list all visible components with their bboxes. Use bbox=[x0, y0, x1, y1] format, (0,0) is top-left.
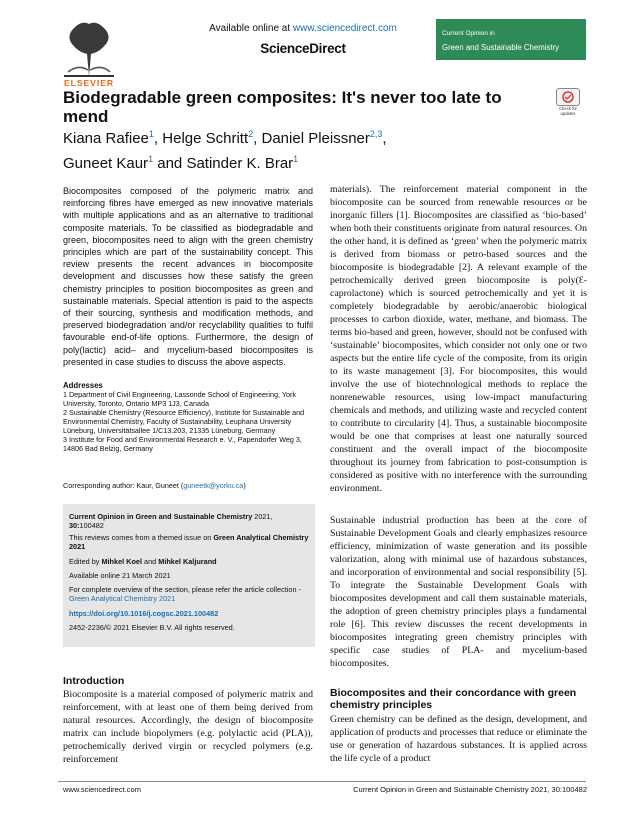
abstract: Biocomposites composed of the polymeric matrix and reinforcing fibres have emerged as new innovative materials with multiple applications and as an alternative to traditional composite materials. To be classified as biodegradable and green, biocomposites need to align with the green chemistry principles which are part of the sustainability concept. This review presents the recent advances in biocomposite development and discusses how these satisfy the green chemistry principles to position biocomposites as green and sustainable materials. Special attention is paid to the aspects of their sourcing, synthesis and modification methods, and preserved biodegradation and/or recyclability qualities to fulfil favourable end-of-life options. Furthermore, the design of poly(lactic) acid– and mycelium-based biocomposites is presented in case studies to discuss the above aspects. bbox=[63, 186, 313, 367]
collection-link[interactable]: Green Analytical Chemistry 2021 bbox=[69, 594, 176, 604]
editors-and: and bbox=[142, 557, 159, 566]
author: Guneet Kaur bbox=[63, 155, 149, 172]
available-prefix: Available online at bbox=[209, 23, 293, 34]
footer-website[interactable]: www.sciencedirect.com bbox=[63, 785, 141, 794]
addresses-heading: Addresses bbox=[63, 381, 103, 390]
footer-citation: Current Opinion in Green and Sustainable Chemistry 2021, 30:100482 bbox=[353, 785, 587, 794]
themed-issue-name: Green Analytical Chemistry 2021 bbox=[69, 533, 309, 552]
introduction-text: Biocomposite is a material composed of polymeric matrix and reinforcement, with at least one of them being derived from natural resources. Accordingly, the design of biocomposite matrix can include biopolymers (e.g. polylactic acid (PLA)), petrochemically derived virgin or recycled polymers (e.g. reinforcement bbox=[63, 689, 313, 765]
copyright: 2452-2236/© 2021 Elsevier B.V. All rights reserved. bbox=[69, 623, 235, 632]
author: Helge Schritt bbox=[162, 130, 249, 147]
elsevier-tree-logo bbox=[58, 18, 120, 78]
address-1: 1 Department of Civil Engineering, Lassonde School of Engineering, York University, Toronto, Ontario MP3 1J3, Canada bbox=[63, 390, 296, 408]
themed-prefix: This reviews comes from a themed issue on bbox=[69, 533, 214, 542]
sciencedirect-wordmark: ScienceDirect bbox=[260, 41, 346, 56]
address-2: 2 Sustainable Chemistry (Resource Efficiency), Institute for Sustainable and Environmental Chemistry, Faculty of Sustainability, Leuphana University Lüneburg, Universitätsallee 1/C13.203, 21335 Lüneburg, Germany bbox=[63, 408, 305, 435]
author: Kiana Rafiee bbox=[63, 130, 149, 147]
corresponding-suffix: ) bbox=[243, 481, 246, 490]
available-date: Available online 21 March 2021 bbox=[69, 571, 171, 580]
addresses bbox=[63, 381, 313, 453]
section-heading: Biocomposites and their concordance with green chemistry principles bbox=[330, 687, 577, 711]
editors bbox=[69, 557, 309, 566]
author: Satinder K. Brar bbox=[186, 155, 294, 172]
journal-banner bbox=[436, 19, 586, 60]
author-separator: , bbox=[382, 130, 387, 147]
doi bbox=[69, 609, 309, 618]
citation-article: 100482 bbox=[79, 521, 104, 531]
citation-journal: Current Opinion in Green and Sustainable Chemistry bbox=[69, 512, 253, 521]
citation-volume: 30: bbox=[69, 521, 80, 531]
doi-link[interactable]: https://doi.org/10.1016/j.cogsc.2021.100482 bbox=[69, 609, 219, 618]
author-affiliation[interactable]: 1 bbox=[148, 154, 154, 164]
overview-text: For complete overview of the section, please refer the article collection - bbox=[69, 585, 301, 594]
author-separator: , bbox=[253, 130, 262, 147]
editor-2: Mihkel Kaljurand bbox=[158, 557, 217, 566]
publisher-name: ELSEVIER bbox=[63, 78, 115, 88]
citation-year: 2021, bbox=[252, 512, 273, 521]
edited-prefix: Edited by bbox=[69, 557, 102, 566]
author-separator: , bbox=[153, 130, 163, 147]
corresponding-email-link[interactable]: guneetk@yorku.ca bbox=[183, 481, 244, 490]
author-affiliation[interactable]: 2,3 bbox=[369, 129, 383, 139]
author: Daniel Pleissner bbox=[261, 130, 370, 147]
introduction-heading: Introduction bbox=[63, 675, 125, 687]
body-paragraph-1: materials). The reinforcement material component in the biocomposite can be sourced from renewable resources or be inorganic fillers [1]. Biocomposites are classified as ‘bio-based’ when both their constituents originate from natural resources. On the other hand, it is defined as ‘green’ when the polymeric matrix is derived from biomass or petro-based sources and the biocomposite is biodegradable [2]. A relevant example of the petrochemically derived green biocomposite is poly(Ɛ-caprolactone) which is sourced petrochemically and yet it is completely biodegradable by aerobic/anaerobic biological processes to carbon dioxide, water, methane, and biomass. The terms bio-based and green, however, should not be confused with ‘sustainable’ biocomposites, which consider not only one or two aspects but the entire life cycle of the composite, from its origin to its waste management [3]. For biocomposites, this would involve the use of biotechnological methods to replace the nonrenewable resources, using low-impact manufacturing chemicals and methods, and utilizing waste and recycled content to contribute to circularity [4]. Thus, a sustainable biocomposite would be one that comprises at least one naturally sourced constituent and the overall impact of the biocomposite throughout its journey from fabrication to post-consumption is considered as positive with no interference with the surrounding environment. bbox=[330, 184, 587, 494]
themed-issue bbox=[69, 533, 309, 551]
footer-rule bbox=[58, 781, 586, 782]
journal-banner-line2: Green and Sustainable Chemistry bbox=[442, 43, 560, 52]
corresponding-prefix: Corresponding author: Kaur, Guneet ( bbox=[63, 481, 184, 490]
editor-1: Mihkel Koel bbox=[101, 557, 142, 566]
journal-banner-line1: Current Opinion in bbox=[442, 30, 495, 37]
author-affiliation[interactable]: 2 bbox=[248, 129, 254, 139]
overview bbox=[69, 585, 309, 603]
citation bbox=[69, 512, 309, 530]
available-online bbox=[178, 23, 428, 34]
author-separator: and bbox=[153, 155, 187, 172]
address-3: 3 Institute for Food and Environmental Research e. V., Papendorfer Weg 3, 14806 Bad Belzig, Germany bbox=[63, 435, 302, 453]
corresponding-author bbox=[63, 481, 313, 490]
author-affiliation[interactable]: 1 bbox=[148, 129, 154, 139]
check-updates-label: Check for updates bbox=[559, 106, 577, 116]
body-paragraph-2: Sustainable industrial production has been at the core of Sustainable Development Goals and clearly emphasizes resource efficiency, minimization of waste generation and its possible valorization, along with minimal use of hazardous substances, and incorporation of environmental and social responsibility [5]. To integrate the Sustainable Development Goals with biocomposites development and call them sustainable materials, the adoption of green chemistry principles plays a fundamental role [6]. This review discusses the recent developments in biocomposites integrating green chemistry principles with specific case studies of PLA- and mycelium-based biocomposites. bbox=[330, 515, 587, 669]
body-paragraph-3: Green chemistry can be defined as the design, development, and application of products and processes that reduce or eliminate the use or generation of hazardous substances. It is applied across the life cycle of a product bbox=[330, 714, 587, 764]
article-title: Biodegradable green composites: It's never too late to mend bbox=[63, 88, 502, 126]
sciencedirect-link[interactable]: www.sciencedirect.com bbox=[292, 23, 397, 34]
check-for-updates-badge[interactable] bbox=[556, 88, 580, 114]
author-affiliation[interactable]: 1 bbox=[293, 154, 299, 164]
author-list bbox=[63, 124, 533, 174]
article-info-box bbox=[63, 504, 315, 647]
updates-icon bbox=[556, 88, 580, 106]
